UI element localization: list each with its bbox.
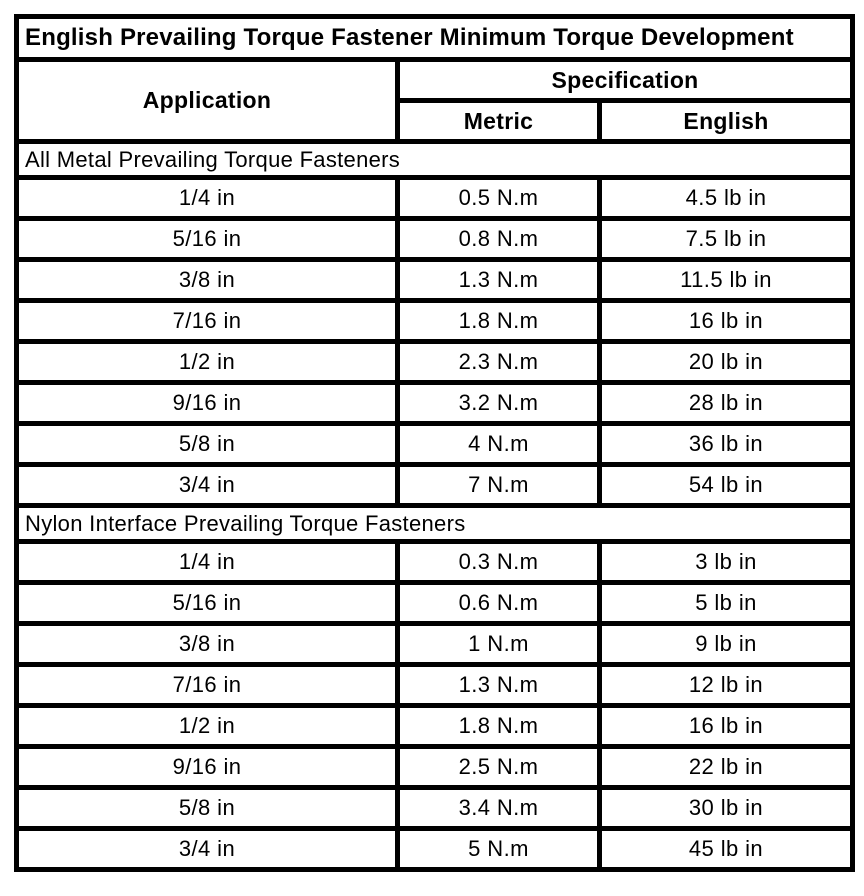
application-cell: 7/16 in [17, 665, 398, 706]
english-cell: 3 lb in [600, 542, 853, 583]
section-header: Nylon Interface Prevailing Torque Fasteners [17, 506, 853, 542]
english-cell: 30 lb in [600, 788, 853, 829]
application-cell: 7/16 in [17, 301, 398, 342]
section-header-row [17, 142, 853, 178]
table-row [17, 219, 853, 260]
metric-cell: 1.8 N.m [398, 706, 600, 747]
metric-cell: 2.3 N.m [398, 342, 600, 383]
application-cell: 3/4 in [17, 829, 398, 870]
metric-cell: 0.6 N.m [398, 583, 600, 624]
application-cell: 9/16 in [17, 383, 398, 424]
table-row [17, 706, 853, 747]
column-header-metric: Metric [398, 101, 600, 142]
metric-cell: 1.8 N.m [398, 301, 600, 342]
table-row [17, 342, 853, 383]
application-cell: 9/16 in [17, 747, 398, 788]
metric-cell: 5 N.m [398, 829, 600, 870]
english-cell: 9 lb in [600, 624, 853, 665]
table-row [17, 542, 853, 583]
metric-cell: 1.3 N.m [398, 260, 600, 301]
application-cell: 5/16 in [17, 583, 398, 624]
english-cell: 54 lb in [600, 465, 853, 506]
application-cell: 3/4 in [17, 465, 398, 506]
table-row [17, 829, 853, 870]
section-header-row [17, 506, 853, 542]
metric-cell: 1 N.m [398, 624, 600, 665]
english-cell: 12 lb in [600, 665, 853, 706]
table-row [17, 260, 853, 301]
english-cell: 36 lb in [600, 424, 853, 465]
english-cell: 11.5 lb in [600, 260, 853, 301]
metric-cell: 0.5 N.m [398, 178, 600, 219]
application-cell: 5/16 in [17, 219, 398, 260]
metric-cell: 4 N.m [398, 424, 600, 465]
english-cell: 22 lb in [600, 747, 853, 788]
application-cell: 1/4 in [17, 178, 398, 219]
english-cell: 7.5 lb in [600, 219, 853, 260]
table-body [17, 142, 853, 870]
english-cell: 16 lb in [600, 706, 853, 747]
application-cell: 1/2 in [17, 342, 398, 383]
column-header-english: English [600, 101, 853, 142]
application-cell: 5/8 in [17, 424, 398, 465]
application-cell: 1/4 in [17, 542, 398, 583]
application-cell: 1/2 in [17, 706, 398, 747]
application-cell: 3/8 in [17, 624, 398, 665]
metric-cell: 1.3 N.m [398, 665, 600, 706]
table-row [17, 747, 853, 788]
metric-cell: 3.2 N.m [398, 383, 600, 424]
metric-cell: 3.4 N.m [398, 788, 600, 829]
english-cell: 28 lb in [600, 383, 853, 424]
column-header-application: Application [17, 60, 398, 142]
application-cell: 3/8 in [17, 260, 398, 301]
column-header-specification: Specification [398, 60, 853, 101]
metric-cell: 7 N.m [398, 465, 600, 506]
english-cell: 45 lb in [600, 829, 853, 870]
english-cell: 20 lb in [600, 342, 853, 383]
metric-cell: 2.5 N.m [398, 747, 600, 788]
table-row [17, 624, 853, 665]
torque-spec-table [14, 14, 855, 872]
table-row [17, 178, 853, 219]
table-row [17, 301, 853, 342]
metric-cell: 0.3 N.m [398, 542, 600, 583]
table-title: English Prevailing Torque Fastener Minimum Torque Development [17, 17, 853, 60]
table-row [17, 383, 853, 424]
english-cell: 16 lb in [600, 301, 853, 342]
table-row [17, 424, 853, 465]
table-row [17, 583, 853, 624]
section-header: All Metal Prevailing Torque Fasteners [17, 142, 853, 178]
english-cell: 5 lb in [600, 583, 853, 624]
table-row [17, 665, 853, 706]
english-cell: 4.5 lb in [600, 178, 853, 219]
header-row-specification [17, 60, 853, 101]
metric-cell: 0.8 N.m [398, 219, 600, 260]
title-row [17, 17, 853, 60]
table-row [17, 465, 853, 506]
application-cell: 5/8 in [17, 788, 398, 829]
table-row [17, 788, 853, 829]
